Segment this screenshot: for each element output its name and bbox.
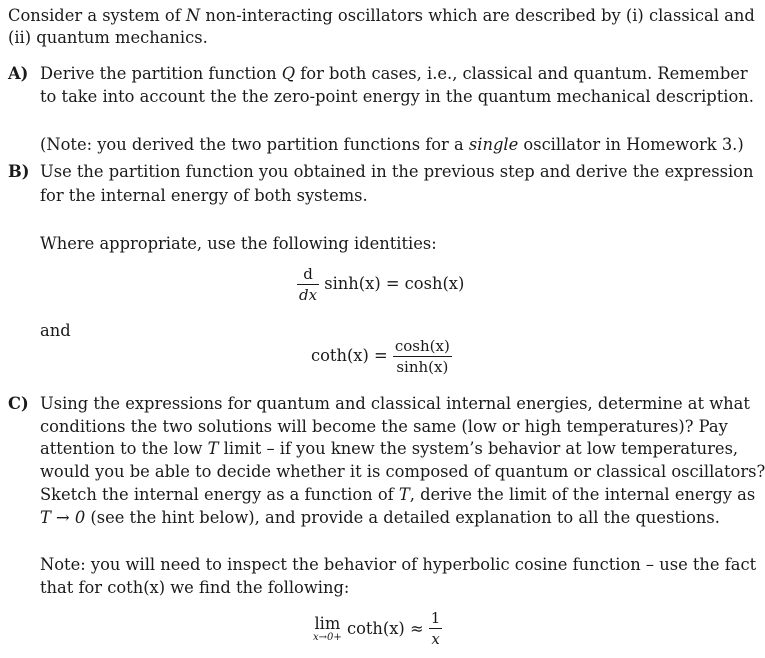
part-c-label: C) [8, 394, 29, 413]
hint-line-1: Note: you will need to inspect the behavior of hyperbolic cosine function – use the fact [40, 555, 757, 574]
equation-limit-coth [313, 608, 442, 649]
intro-line-1: Consider a system of N non-interacting oscillators which are described by (i) classical and [8, 6, 755, 25]
eq2-lhs: coth(x) = [311, 346, 388, 365]
eq1-numerator: d [297, 264, 319, 285]
part-a-line-2: to take into account the the zero-point energy in the quantum mechanical description. [40, 87, 754, 106]
hint-line-2: that for coth(x) we find the following: [40, 578, 350, 597]
part-c-line-5: Sketch the internal energy as a function of T, derive the limit of the internal energy as [40, 485, 756, 504]
and-text: and [40, 321, 71, 340]
equation-coth [311, 336, 452, 377]
limit-expression: coth(x) ≈ [346, 619, 424, 638]
part-c-line-6: T → 0 (see the hint below), and provide a detailed explanation to all the questions. [40, 508, 720, 527]
intro-line-2: (ii) quantum mechanics. [8, 28, 208, 47]
part-a-note: (Note: you derived the two partition functions for a single oscillator in Homework 3.) [40, 135, 744, 154]
eq1-lhs: sinh(x) [324, 274, 381, 293]
part-b-line-2: for the internal energy of both systems. [40, 186, 368, 205]
eq1-rhs: = cosh(x) [385, 274, 465, 293]
equation-derivative-sinh [297, 264, 464, 305]
limit-operator: lim [314, 613, 341, 633]
part-c-line-1: Using the expressions for quantum and classical internal energies, determine at what [40, 394, 750, 413]
part-b-label: B) [8, 162, 30, 181]
limit-denominator: x [431, 630, 440, 648]
eq2-denominator: sinh(x) [396, 358, 449, 376]
part-c-line-3: attention to the low T limit – if you knew the system’s behavior at low temperatures, [40, 439, 739, 458]
limit-numerator: 1 [430, 609, 441, 627]
part-a-line-1: Derive the partition function Q for both cases, i.e., classical and quantum. Remember [40, 64, 748, 83]
part-b-line-1: Use the partition function you obtained in the previous step and derive the expression [40, 162, 754, 181]
part-c-line-4: would you be able to decide whether it is composed of quantum or classical oscillators? [40, 462, 765, 481]
part-a-label: A) [8, 64, 29, 83]
limit-subscript: x→0+ [313, 631, 342, 643]
eq1-denominator: dx [299, 286, 318, 304]
eq2-numerator: cosh(x) [394, 337, 450, 355]
identities-intro: Where appropriate, use the following identities: [40, 234, 437, 253]
part-c-line-2: conditions the two solutions will become the same (low or high temperatures)? Pay [40, 417, 728, 436]
